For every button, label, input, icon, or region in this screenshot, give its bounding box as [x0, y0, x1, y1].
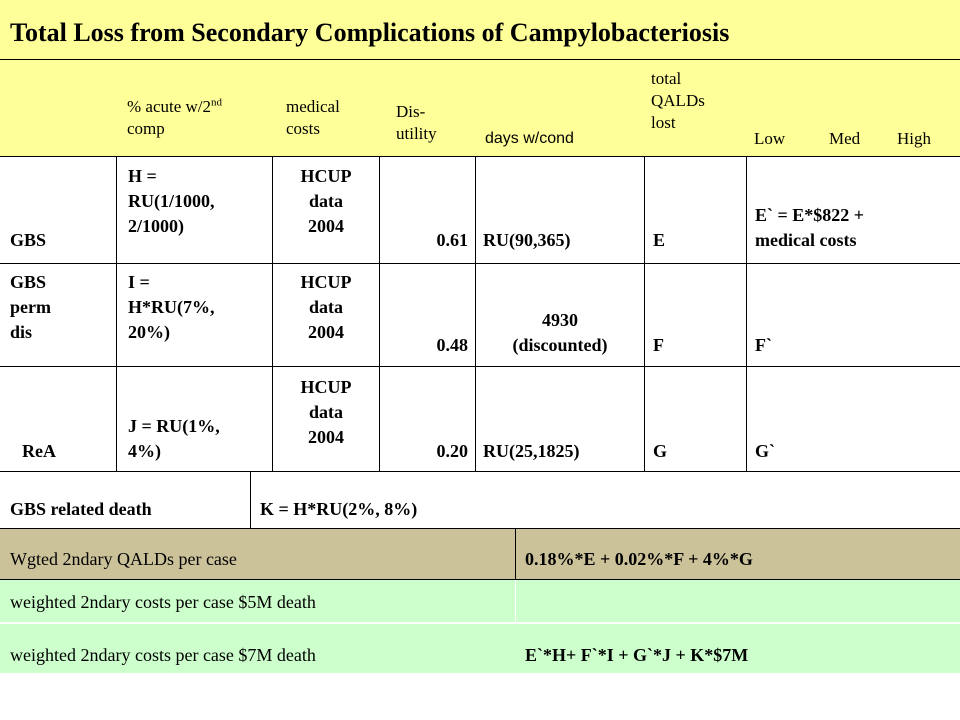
row-rea-days: RU(25,1825)	[483, 441, 580, 461]
row-gbs-perm-qalds: F	[653, 335, 664, 355]
grid-line	[0, 366, 960, 367]
row-gbs-pct: H = RU(1/1000, 2/1000)	[128, 166, 215, 236]
row-rea-qalds: G	[653, 441, 668, 461]
row-gbs-perm-pct: I = H*RU(7%, 20%)	[128, 272, 215, 342]
row-gbs-disutility: 0.61	[436, 230, 468, 250]
header-med: Med	[829, 129, 861, 148]
grid-line	[0, 156, 960, 157]
footer-col-divider	[515, 580, 516, 623]
row-gbs-cost: E` = E*$822 + medical costs	[755, 205, 865, 250]
row-gbs-perm-cost: F`	[755, 335, 772, 355]
page-title: Total Loss from Secondary Complications of Campylobacteriosis	[10, 18, 730, 47]
footer-col-divider	[515, 529, 516, 579]
row-gbs-qalds: E	[653, 230, 666, 250]
row-rea-pct: J = RU(1%, 4%)	[128, 416, 220, 461]
row-gbs-days: RU(90,365)	[483, 230, 571, 250]
row-rea-medical: HCUP data 2004	[300, 377, 352, 447]
row-gbs-perm-label: GBS perm dis	[10, 272, 51, 342]
header-disutility: Dis- utility	[396, 102, 437, 143]
row-rea-cost: G`	[755, 441, 775, 461]
grid-line	[746, 156, 747, 472]
row-rea-label: ReA	[22, 441, 56, 461]
footer-divider	[0, 579, 960, 580]
grid-line	[0, 263, 960, 264]
row-rea-disutility: 0.20	[436, 441, 468, 461]
footer-qalds-label: Wgted 2ndary QALDs per case	[10, 549, 237, 569]
row-gbs-perm-disutility: 0.48	[436, 335, 468, 355]
header-days: days w/cond	[485, 130, 574, 147]
grid-line	[250, 471, 251, 529]
header-high: High	[897, 129, 931, 148]
grid-line	[379, 156, 380, 472]
row-gbs-medical: HCUP data 2004	[300, 166, 352, 236]
footer-7m-value: E`*H+ F`*I + G`*J + K*$7M	[525, 645, 749, 665]
row-gbs-perm-medical: HCUP data 2004	[300, 272, 352, 342]
grid-line	[644, 156, 645, 472]
footer-qalds-value: 0.18%*E + 0.02%*F + 4%*G	[525, 549, 753, 569]
footer-divider	[0, 622, 960, 624]
header-pct-acute: % acute w/2nd comp	[127, 96, 223, 138]
death-row-value: K = H*RU(2%, 8%)	[260, 499, 418, 519]
header-qalds: total QALDs lost	[651, 69, 705, 132]
row-gbs-label: GBS	[10, 230, 47, 250]
footer-7m-label: weighted 2ndary costs per case $7M death	[10, 645, 316, 665]
header-low: Low	[754, 129, 786, 148]
title-divider	[0, 59, 960, 60]
footer-5m-label: weighted 2ndary costs per case $5M death	[10, 592, 316, 612]
grid-line	[116, 156, 117, 472]
header-medical-costs: medical costs	[286, 97, 340, 138]
death-row-label: GBS related death	[10, 499, 152, 519]
row-gbs-perm-days: 4930 (discounted)	[512, 310, 608, 355]
grid-line	[0, 471, 960, 472]
